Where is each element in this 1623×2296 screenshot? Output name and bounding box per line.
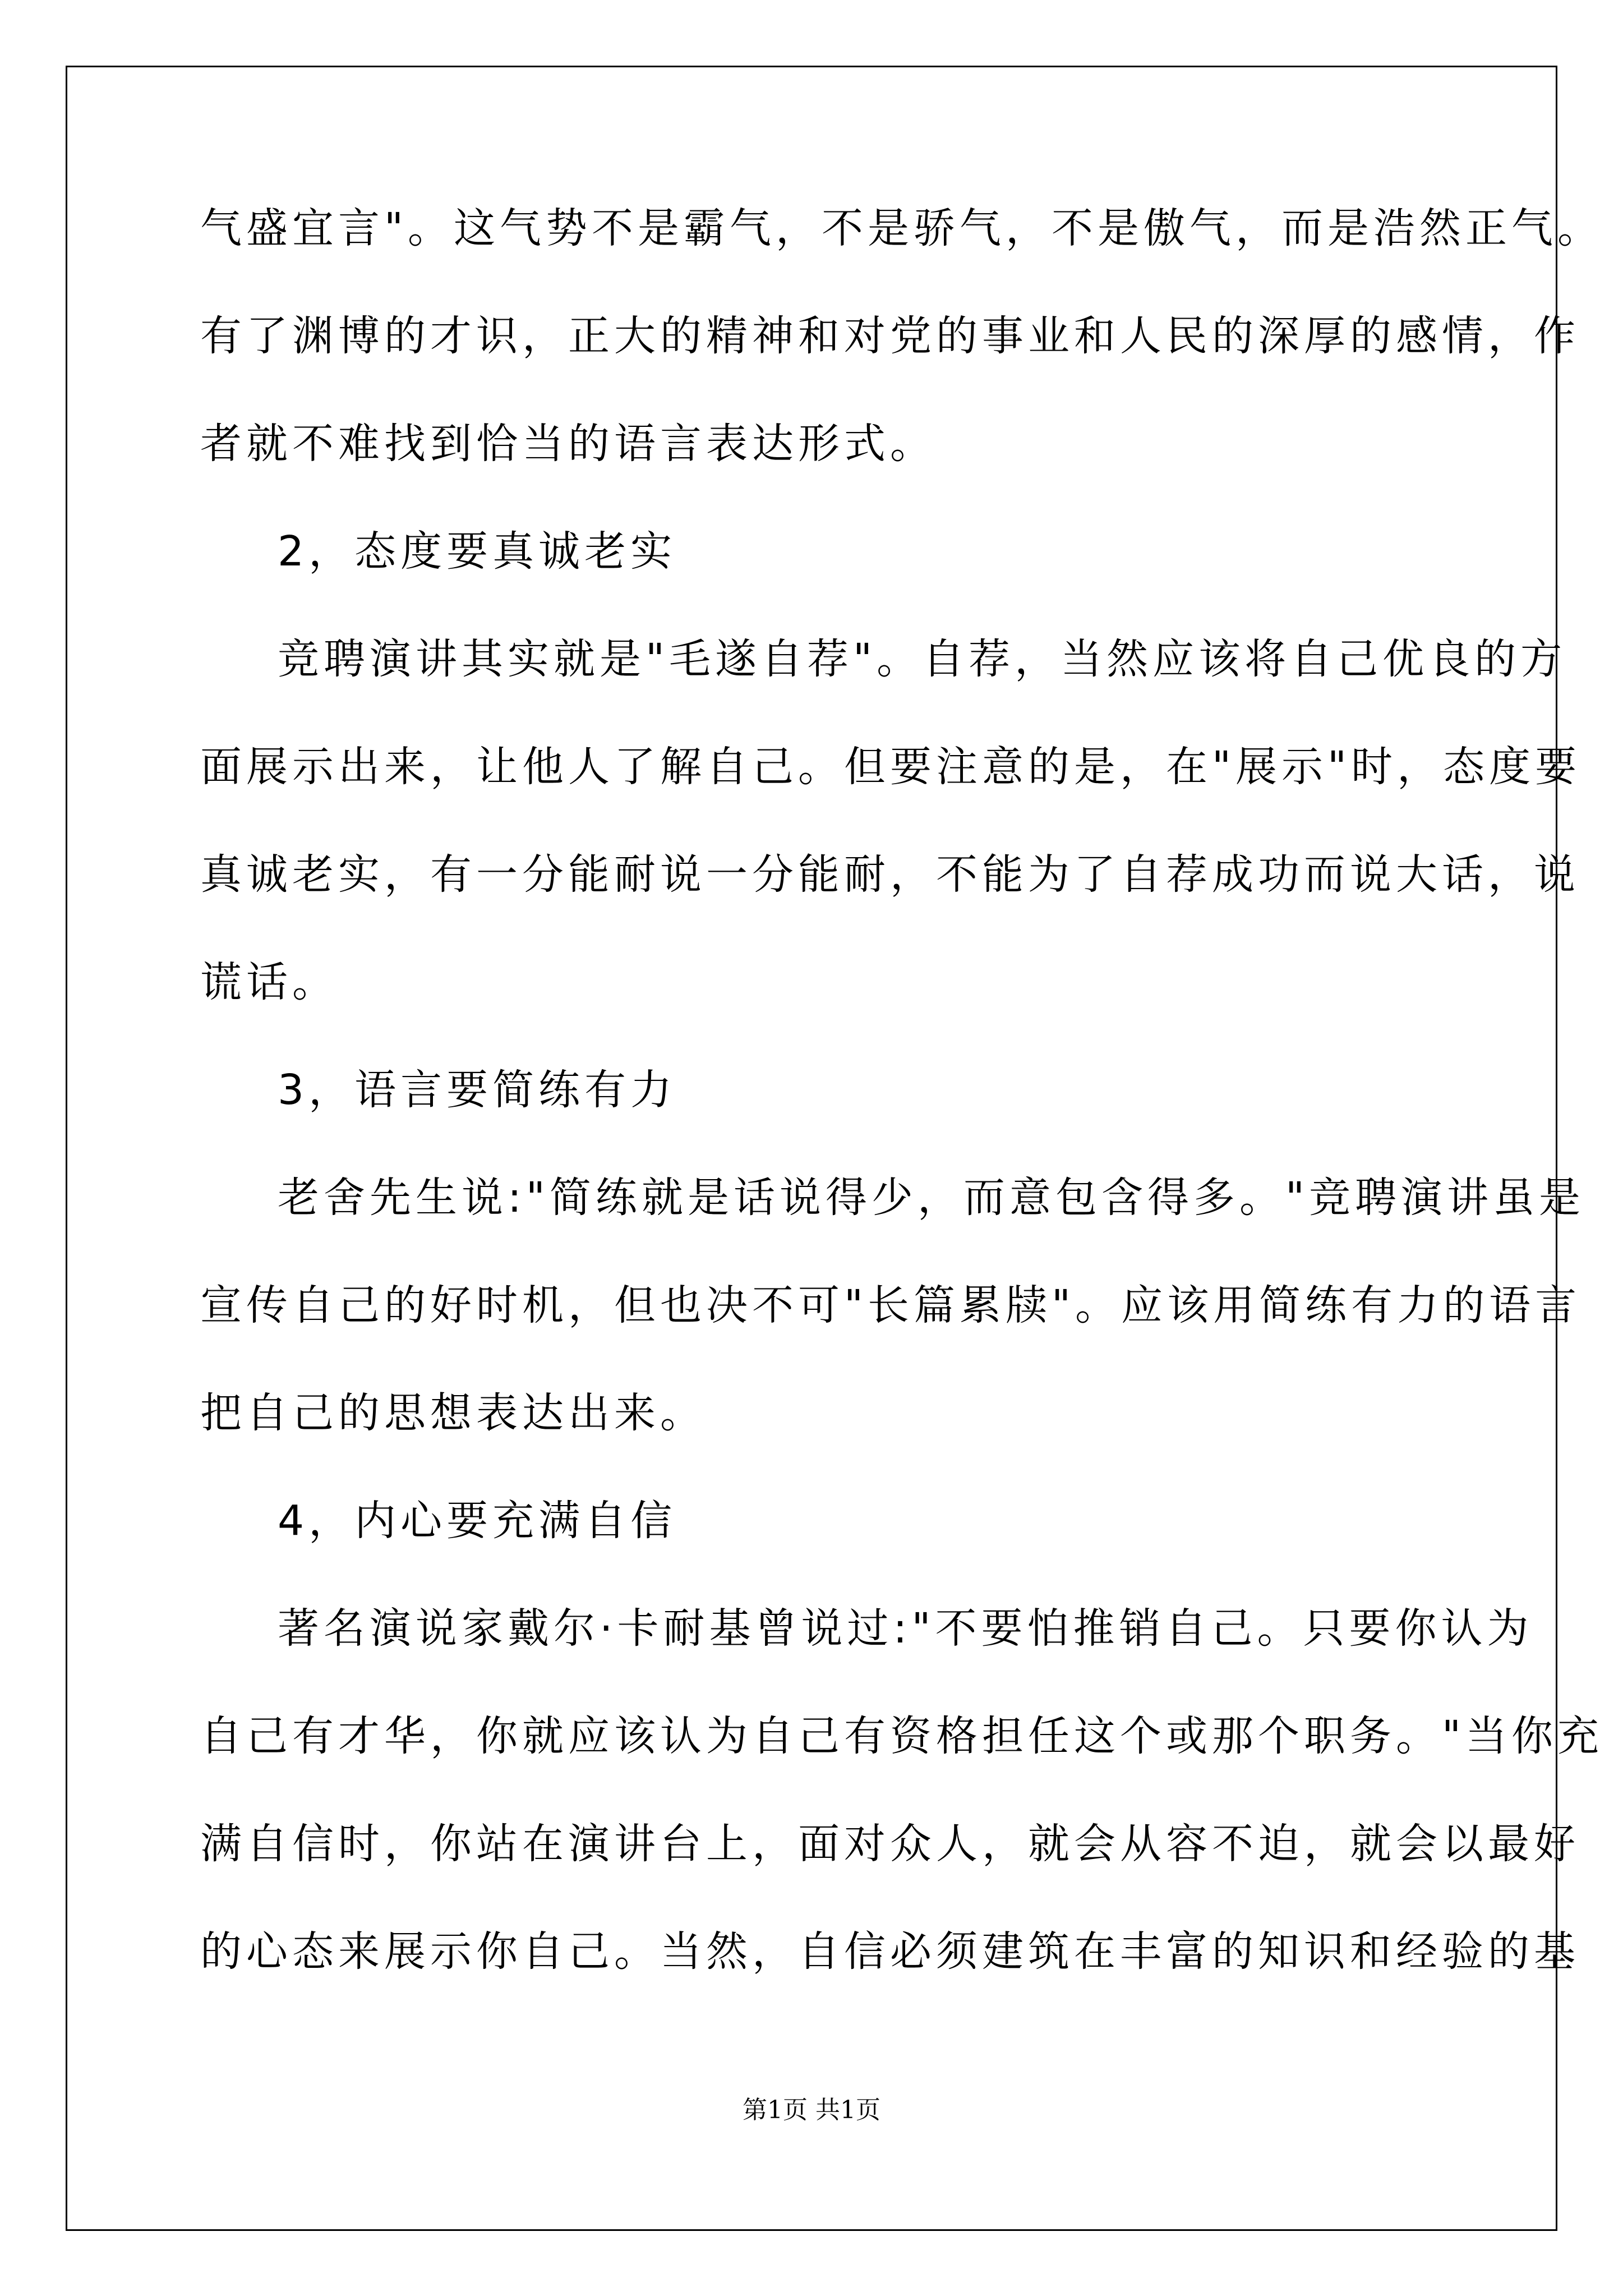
- section-heading: 4，内心要充满自信: [278, 1497, 677, 1545]
- text-line: 宣传自己的好时机，但也决不可"长篇累牍"。应该用简练有力的语言: [200, 1281, 1581, 1329]
- text-line: 气盛宜言"。这气势不是霸气，不是骄气，不是傲气，而是浩然正气。: [200, 204, 1604, 252]
- text-line: 把自己的思想表达出来。: [200, 1389, 706, 1437]
- text-line: 有了渊博的才识，正大的精神和对党的事业和人民的深厚的感情，作: [200, 312, 1580, 360]
- text-line: 的心态来展示你自己。当然，自信必须建筑在丰富的知识和经验的基: [200, 1927, 1580, 1976]
- text-line: 真诚老实，有一分能耐说一分能耐，不能为了自荐成功而说大话，说: [200, 850, 1580, 899]
- text-line: 老舍先生说:"简练就是话说得少，而意包含得多。"竞聘演讲虽是: [278, 1174, 1585, 1222]
- text-line: 者就不难找到恰当的语言表达形式。: [200, 420, 936, 468]
- section-heading: 2，态度要真诚老实: [278, 527, 677, 576]
- text-line: 谎话。: [200, 958, 338, 1006]
- text-line: 著名演说家戴尔·卡耐基曾说过:"不要怕推销自己。只要你认为: [278, 1604, 1533, 1653]
- page-footer: 第1页 共1页: [743, 2096, 880, 2124]
- text-line: 满自信时，你站在演讲台上，面对众人，就会从容不迫，就会以最好: [200, 1820, 1580, 1868]
- text-line: 竞聘演讲其实就是"毛遂自荐"。自荐，当然应该将自己优良的方: [278, 635, 1567, 683]
- text-line: 面展示出来，让他人了解自己。但要注意的是，在"展示"时，态度要: [200, 743, 1581, 791]
- page-border: [66, 66, 1557, 2231]
- text-line: 自己有才华，你就应该认为自己有资格担任这个或那个职务。"当你充: [200, 1712, 1604, 1760]
- section-heading: 3，语言要简练有力: [278, 1066, 677, 1114]
